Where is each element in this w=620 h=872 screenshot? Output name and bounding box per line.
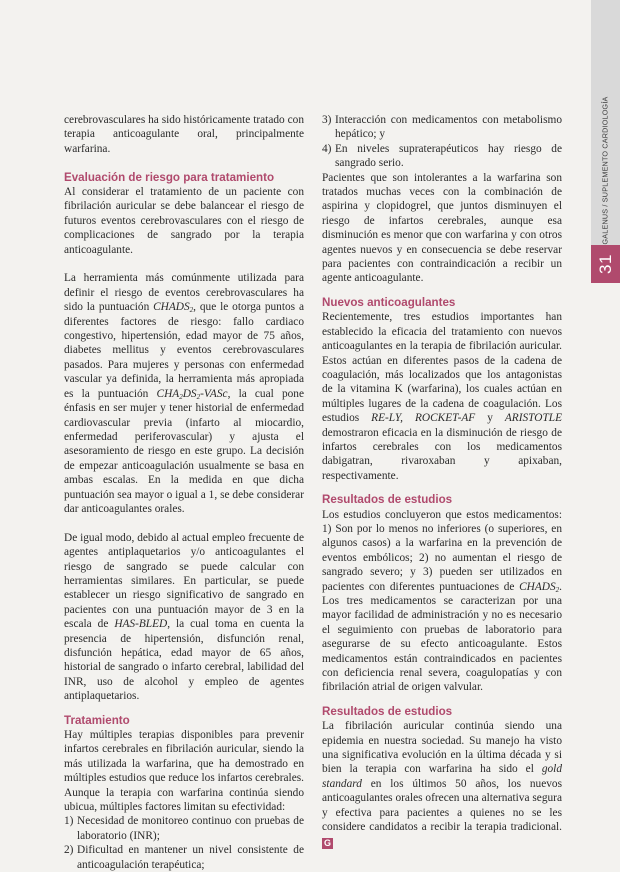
study-names: RE-LY, ROCKET-AF [371,412,476,425]
text-span: en los últimos 50 años, los nuevos anticoagulantes orales ofrecen una alternativa segura y efectiva para pacientes a quienes no se les considere candidatos a recibir la terapia tradicional. [322,777,562,834]
text-span: De igual modo, debido al actual empleo frecuente de agentes antiplaquetarios y/o anticoagulantes el riesgo de sangrado se puede calcular con herramientas similares. En particular, se puede establecer un riesgo significativo de sangrado en pacientes con una puntuación mayor de 3 en la escala de [64,531,304,631]
text-span: Recientemente, tres estudios importantes han establecido la eficacia del tratamiento con nuevos anticoagulantes en la terapia de fibrilación auricular. Estos actúan en diferentes pasos de la cadena de coagulación, más localizados que los antagonistas de la vitamina K (warfarina), los cuales actúan en múltiples lugares de la cadena de coagulación. Los estudios [322,311,562,425]
list-text: Interacción con medicamentos con metabolismo hepático; y [335,114,562,141]
paragraph-hasbled [64,531,304,704]
gold-standard: gold standard [322,763,562,790]
paragraph-conclusion [322,719,562,849]
list-item [322,142,562,171]
paragraph-risk-evaluation: Al considerar el tratamiento de un paciente con fibrilación auricular se debe balancear el riesgo de futuros eventos cerebrovasculares con el riesgo de complicaciones de sangrado por la terapia anticoagulante. [64,186,304,256]
heading-treatment: Tratamiento [64,713,130,727]
list-item [64,843,304,872]
text-span: y [475,412,505,425]
list-text: Necesidad de monitoreo continuo con pruebas de laboratorio (INR); [77,815,304,842]
cha-part: -VASc [200,387,228,400]
chads-sub: 2 [189,306,194,315]
heading-study-results: Resultados de estudios [322,493,453,507]
list-text: Dificultad en mantener un nivel consistente de anticoagulación terapéutica; [77,844,304,871]
text-span: . Los tres medicamentos se caracterizan por una mayor facilidad de administración y no es necesario el seguimiento con pruebas de laboratorio para asegurarse de su efecto anticoagulante. Estos medicamentos están contraindicados en pacientes con deficiencia renal severa, coagulopatías y con fibrilación atrial de origen valvular. [322,580,562,694]
heading-risk-evaluation: Evaluación de riesgo para tratamiento [64,170,275,184]
right-column [322,113,562,849]
list-number: 3) [322,114,332,126]
paragraph-intolerance: Pacientes que son intolerantes a la warfarina son tratados muchas veces con la combinación de aspirina y clopidogrel, que juntos disminuyen el riesgo de infartos cerebrales, aunque esa disminución es menor que con warfarina y con otros agentes nuevos y en consecuencia se debe reservar para pacientes con contraindicación a recibir un agente anticoagulante. [322,171,562,285]
text-span: La fibrilación auricular continúa siendo una epidemia en nuestra sociedad. Su manejo ha visto una significativa evolución en la última década y si bien la terapia con warfarina ha sido el [322,720,562,776]
chads-base: CHADS [519,580,556,593]
chads-sub: 2 [555,585,560,594]
paragraph-new-anticoagulants [322,310,562,483]
text-span: , que le otorga puntos a diferentes factores de riesgo: fallo cardiaco congestivo, hipertensión, edad mayor de 75 años, diabetes mellitus y eventos cerebrovasculares pasados. Para mujeres y personas con enfermedad vascular ya definida, la herramienta más apropiada es la puntuación [64,301,304,400]
text-span: La herramienta más comúnmente utilizada para definir el riesgo de eventos cerebrovasculares ha sido la puntuación [64,272,304,314]
heading-study-results-2: Resultados de estudios [322,704,453,718]
list-number: 1) [64,815,74,828]
journal-label-vertical [591,95,620,245]
list-item [64,814,304,843]
chads-score [519,581,559,593]
cha-part: DS [182,387,197,400]
intro-paragraph: cerebrovasculares ha sido históricamente tratado con terapia anticoagulante oral, principalmente warfarina. [64,114,304,155]
list-text: En niveles supraterapéuticos hay riesgo de sangrado serio. [335,142,562,170]
text-span: , la cual toma en cuenta la presencia de hipertensión, disfunción renal, disfunción hepática, edad mayor de 65 años, historial de sangrado o infarto cerebral, labilidad del INR, uso de alcohol y empleo de agentes antiplaquetarios. [64,618,305,703]
text-span: demostraron eficacia en la disminución de riesgo de infartos cerebrales con los medicamentos dabigatran, rivaroxaban y apixaban, respectivamente. [322,426,562,482]
cha-part: CHA [156,387,180,400]
list-number: 2) [64,844,74,857]
list-item [322,113,562,142]
paragraph-chads [64,271,304,516]
left-column [64,113,304,872]
page-number: 31 [595,254,615,274]
page-number-box [591,245,620,283]
text-span: Los estudios concluyeron que estos medicamentos: 1) Son por lo menos no inferiores (o superiores, en algunos casos) a la warfarina en la prevención de eventos embólicos; 2) no aumentan el riesgo de sangrado severo; y 3) pueden ser utilizados en pacientes con diferentes puntuaciones de [322,508,562,593]
chads-score [153,301,193,313]
cha-sub: 2 [196,392,201,401]
cha-sub: 2 [179,392,183,401]
paragraph-treatment: Hay múltiples terapias disponibles para prevenir infartos cerebrales en fibrilación auricular, siendo la más utilizada la warfarina, que ha demostrado en múltiples estudios que reduce los infartos cerebrales. Aunque la terapia con warfarina continúa siendo ubicua, múltiples factores limitan su efectividad: [64,729,304,814]
limitations-list-part1 [64,814,304,872]
cha2ds2-vasc-score [157,388,228,400]
limitations-list-part2 [322,113,562,171]
hasbled-scale: HAS-BLED [114,618,168,631]
text-span: , la cual pone énfasis en ser mujer y tener historial de enfermedad cardiovascular previa (infarto al miocardio, enfermedad periferovascular) y ajusta el asesoramiento de riesgo en este grupo. La decisión de empezar anticoagulación usualmente se basa en ambas escalas. En la medida en que dicha puntuación sea mayor o igual a 1, se debe considerar dar anticoagulantes orales. [64,387,304,515]
chads-base: CHADS [153,301,190,314]
list-number: 4) [322,142,332,155]
heading-new-anticoagulants: Nuevos anticoagulantes [322,295,456,309]
paragraph-study-results [322,508,562,695]
journal-label: GALENUS / SUPLEMENTO CARDIOLOGÍA [601,95,610,245]
study-name-aristotle: ARISTOTLE [504,412,562,425]
end-mark-icon: G [323,837,331,848]
